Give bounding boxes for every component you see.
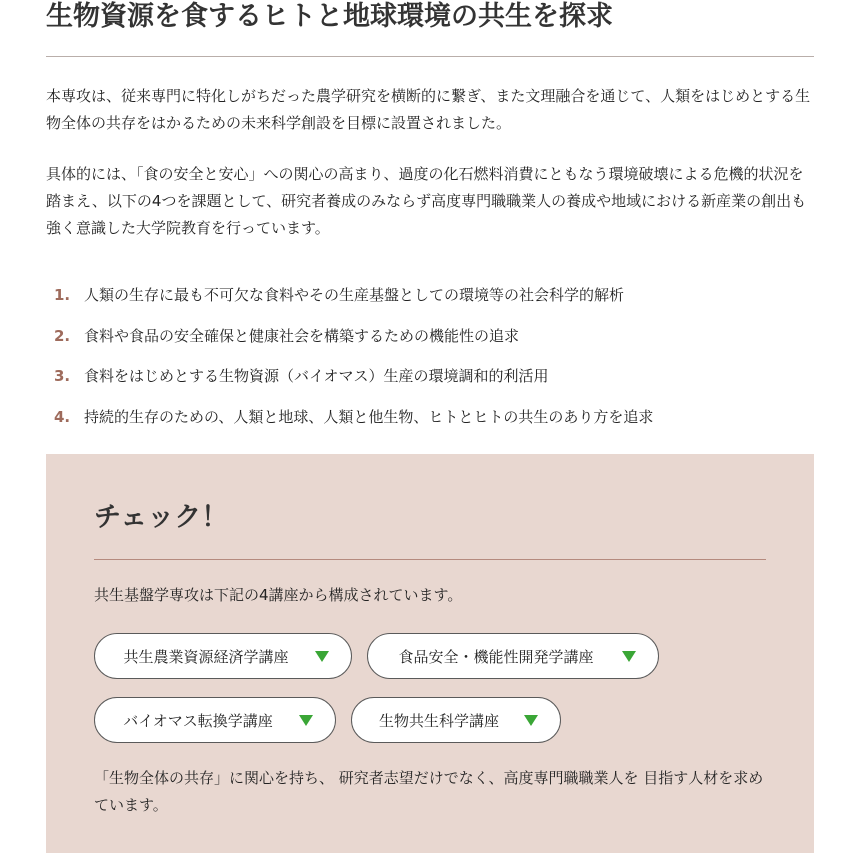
goal-text: 人類の生存に最も不可欠な食料やその生産基盤としての環境等の社会科学的解析 bbox=[84, 286, 625, 305]
goal-text: 食料や食品の安全確保と健康社会を構築するための機能性の追求 bbox=[84, 326, 520, 345]
goal-number: 1. bbox=[54, 286, 71, 305]
triangle-down-icon bbox=[522, 711, 540, 729]
goal-number: 3. bbox=[54, 367, 71, 386]
course-button-label: 食品安全・機能性開発学講座 bbox=[398, 647, 594, 666]
triangle-down-icon bbox=[620, 647, 638, 665]
course-button-label: 共生農業資源経済学講座 bbox=[123, 647, 289, 666]
goal-text: 持続的生存のための、人類と地球、人類と他生物、ヒトとヒトの共生のあり方を追求 bbox=[84, 407, 654, 426]
course-button-agricultural-economics[interactable] bbox=[94, 633, 352, 679]
check-footer-text: 「生物全体の共存」に関心を持ち、 研究者志望だけでなく、高度専門職職業人を 目指す人材を求めています。 bbox=[94, 769, 764, 814]
title-divider bbox=[46, 56, 814, 57]
intro-paragraph-2: 具体的には、「食の安全と安心」への関心の高まり、過度の化石燃料消費にともなう環境破壊による危機的状況を踏まえ、以下の4つを課題として、研究者養成のみならず高度専門職職業人の養成や地域における新産業の創出も強く意識した大学院教育を行っています。 bbox=[46, 165, 807, 237]
goal-list bbox=[46, 275, 814, 437]
goal-item bbox=[46, 356, 814, 397]
check-title: チェック！ bbox=[94, 502, 229, 533]
check-divider bbox=[94, 559, 766, 560]
goal-item bbox=[46, 316, 814, 357]
intro-paragraph-1: 本専攻は、従来専門に特化しがちだった農学研究を横断的に繋ぎ、また文理融合を通じて、人類をはじめとする生物全体の共存をはかるための未来科学創設を目標に設置されました。 bbox=[46, 87, 811, 132]
check-lead-text: 共生基盤学専攻は下記の4講座から構成されています。 bbox=[94, 586, 463, 604]
course-button-biomass-conversion[interactable] bbox=[94, 697, 336, 743]
goal-item bbox=[46, 397, 814, 438]
course-button-label: バイオマス転換学講座 bbox=[123, 711, 273, 730]
goal-item bbox=[46, 275, 814, 316]
goal-number: 2. bbox=[54, 326, 71, 345]
goal-text: 食料をはじめとする生物資源（バイオマス）生産の環境調和的利活用 bbox=[84, 367, 549, 386]
triangle-down-icon bbox=[313, 647, 331, 665]
course-button-label: 生物共生科学講座 bbox=[378, 711, 499, 730]
check-panel bbox=[46, 454, 814, 853]
course-button-symbiosis-science[interactable] bbox=[351, 697, 561, 743]
goal-number: 4. bbox=[54, 407, 71, 426]
page-title: 生物資源を食するヒトと地球環境の共生を探求 bbox=[46, 1, 613, 32]
course-button-food-safety[interactable] bbox=[367, 633, 659, 679]
triangle-down-icon bbox=[297, 711, 315, 729]
